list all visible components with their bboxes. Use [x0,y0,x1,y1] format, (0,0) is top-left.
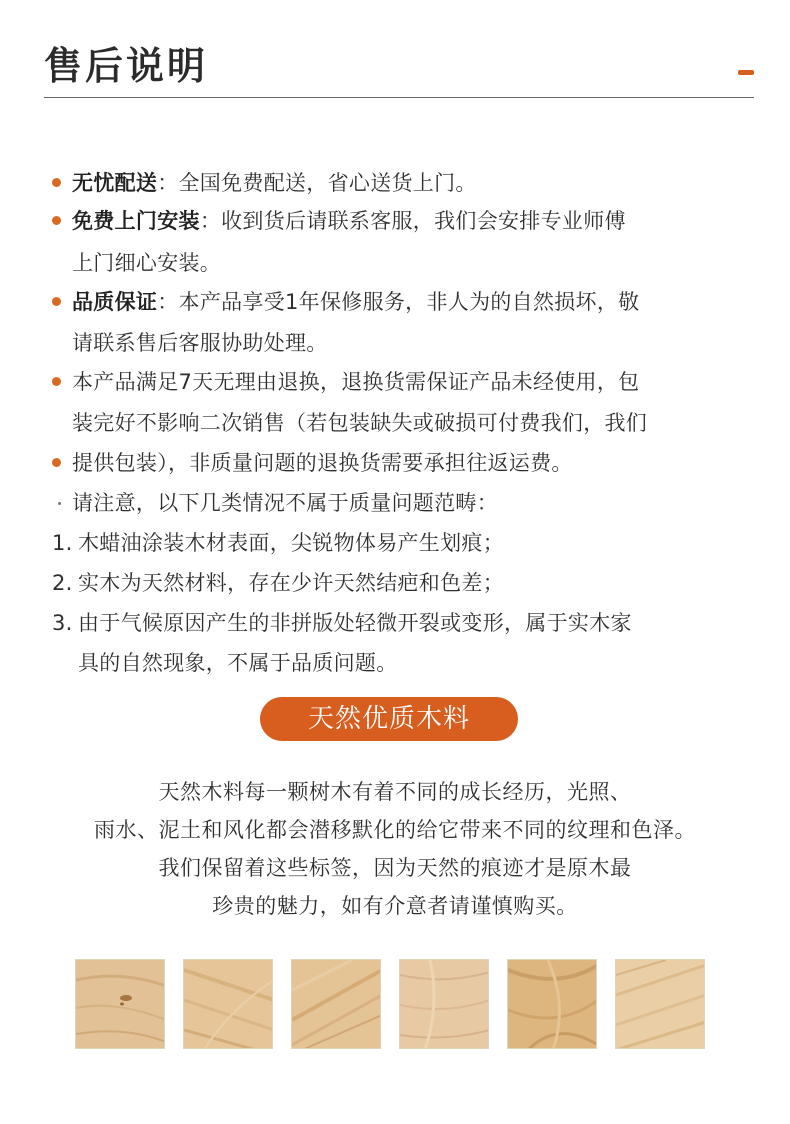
bullet-dot [52,458,61,467]
description-line: 珍贵的魅力，如有介意者请谨慎购买。 [212,894,578,918]
note-line [72,287,639,317]
wood-swatch-image [399,959,489,1049]
note-line [72,168,477,198]
notice-dot [58,502,61,505]
note-line: 本产品满足7天无理由退换，退换货需保证产品未经使用，包 [72,370,640,394]
bullet-dot [52,297,61,306]
note-text: ：收到货后请联系客服，我们会安排专业师傅 [199,209,626,233]
wood-swatch-image [291,959,381,1049]
note-text: ：全国免费配送，省心送货上门。 [157,171,477,195]
bullet-dot [52,377,61,386]
list-number: 2. [52,571,73,595]
section-badge: 天然优质木料 [260,697,518,741]
note-heading: 无忧配送 [72,171,158,195]
page-title: 售后说明 [44,44,209,88]
note-text: ：本产品享受1年保修服务，非人为的自然损坏，敬 [157,290,640,314]
wood-swatch-image [183,959,273,1049]
note-line: 请联系售后客服协助处理。 [72,331,328,355]
list-item: 由于气候原因产生的非拼版处轻微开裂或变形，属于实木家 [78,611,632,635]
title-accent-bar [738,70,754,75]
list-number: 1. [52,531,73,555]
list-item: 具的自然现象，不属于品质问题。 [78,651,398,675]
wood-swatch-image [75,959,165,1049]
wood-swatch-image [507,959,597,1049]
list-number: 3. [52,611,73,635]
note-heading: 免费上门安装 [72,209,200,233]
bullet-dot [52,178,61,187]
description-line: 天然木料每一颗树木有着不同的成长经历，光照、 [158,780,632,804]
list-item: 实木为天然材料，存在少许天然结疤和色差； [78,571,504,595]
title-divider [44,97,754,98]
description-line: 我们保留着这些标签，因为天然的痕迹才是原木最 [158,856,632,880]
list-item: 木蜡油涂装木材表面，尖锐物体易产生划痕； [78,531,504,555]
notice-text: 请注意，以下几类情况不属于质量问题范畴： [72,491,498,515]
note-heading: 品质保证 [72,290,158,314]
description-line: 雨水、泥土和风化都会潜移默化的给它带来不同的纹理和色泽。 [94,818,696,842]
note-line [72,206,626,236]
note-line: 上门细心安装。 [72,251,222,275]
note-line: 提供包装），非质量问题的退换货需要承担往返运费。 [72,451,573,475]
bullet-dot [52,216,61,225]
wood-swatch-image [615,959,705,1049]
note-line: 装完好不影响二次销售（若包装缺失或破损可付费我们，我们 [72,411,648,435]
